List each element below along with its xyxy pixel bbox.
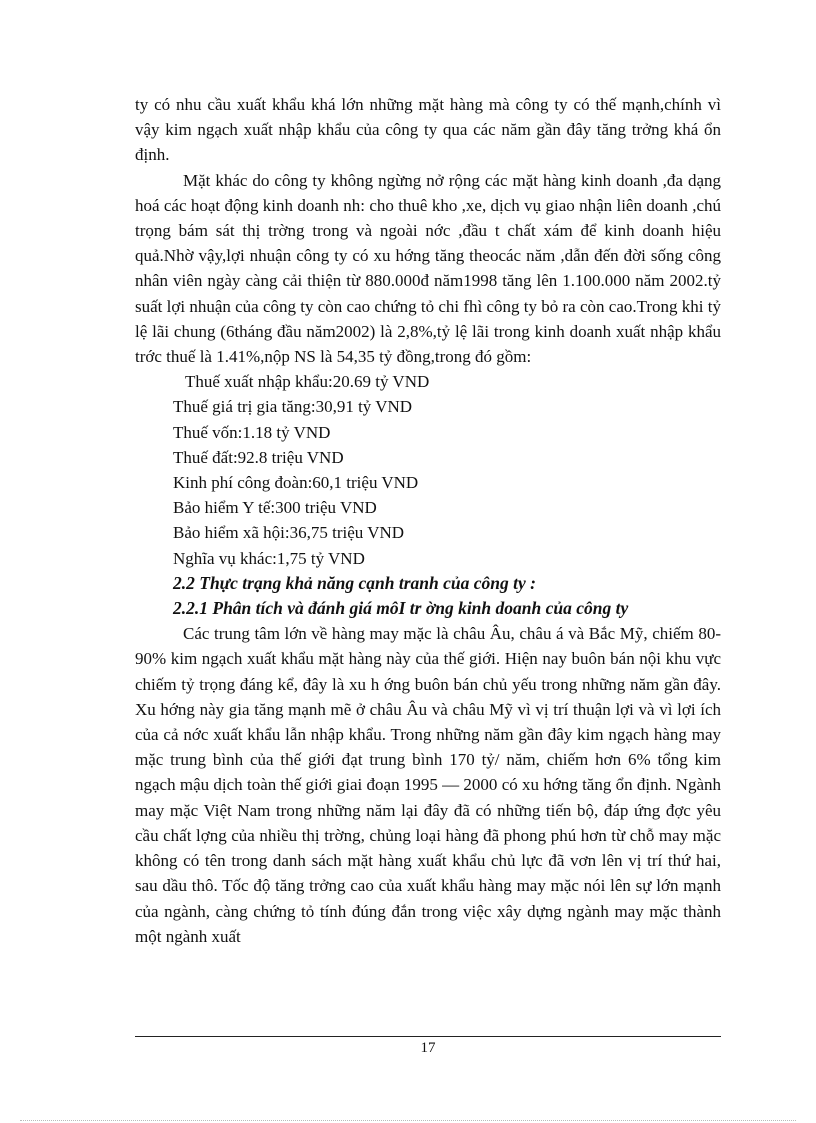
paragraph-garment-market: Các trung tâm lớn về hàng may mặc là châu Âu, châu á và Bắc Mỹ, chiếm 80-90% kim ngạch xuất khẩu mặt hàng này của thế giới. Hiện nay buôn bán nội khu vực chiếm tỷ trọng đáng kể, đây là xu h ớng buôn bán chủ yếu trong những năm gần đây. Xu hớng này gia tăng mạnh mẽ ở châu Âu và châu Mỹ vì vị trí thuận lợi và vì lợi ích của cả nớc xuất khẩu lẫn nhập khẩu. Trong những năm gần đây kim ngạch hàng may mặc trung bình của thế giới đạt trung bình 170 tỷ/ năm, chiếm hơn 6% tổng kim ngạch mậu dịch toàn thế giới giai đoạn 1995 — 2000 có xu hớng tăng ổn định. Ngành may mặc Việt Nam trong những năm lại đây đã có những tiến bộ, đáp ứng đợc yêu cầu chất lợng của nhiều thị trờng, chủng loại hàng đã phong phú hơn từ chỗ may mặc không có tên trong danh sách mặt hàng xuất khẩu chủ lực đã vơn lên vị trí thứ hai, sau dầu thô. Tốc độ tăng trởng cao của xuất khẩu hàng may mặc nói lên sự lớn mạnh của ngành, càng chứng tỏ tính đúng đắn trong việc xây dựng ngành may mặc thành một ngành xuất [135, 624, 721, 946]
tax-item: Thuế đất:92.8 triệu VND [173, 447, 344, 467]
page-body [135, 92, 721, 949]
page-edge-divider [20, 1120, 796, 1121]
subsection-heading: 2.2.1 Phân tích và đánh giá môI tr ờng kinh doanh của công ty [173, 598, 629, 619]
tax-item: Thuế giá trị gia tăng:30,91 tỷ VND [173, 397, 413, 417]
tax-item: Bảo hiểm Y tế:300 triệu VND [173, 498, 377, 518]
tax-item: Nghĩa vụ khác:1,75 tỷ VND [173, 548, 365, 568]
paragraph-profit: Mặt khác do công ty không ngừng nở rộng các mặt hàng kinh doanh ,đa dạng hoá các hoạt động kinh doanh nh: cho thuê kho ,xe, dịch vụ giao nhận liên doanh ,chú trọng bám sát thị trờng trong và ngoài nớc ,đầu t chất xám để kinh doanh hiệu quả.Nhờ vậy,lợi nhuận công ty có xu hớng tăng theocác năm ,dẫn đến đời sống công nhân viên ngày càng cải thiện từ 880.000đ năm1998 tăng lên 1.100.000 năm 2002.tỷ suất lợi nhuận của công ty còn cao chứng tỏ chi fhì công ty bỏ ra còn cao.Trong khi tỷ lệ lãi chung (6tháng đầu năm2002) là 2,8%,tỷ lệ lãi trong kinh doanh xuất nhập khẩu trớc thuế là 1.41%,nộp NS là 54,35 tỷ đồng,trong đó gồm: [135, 170, 722, 367]
page-number: 17 [420, 1040, 436, 1056]
footer-divider [135, 1036, 721, 1037]
tax-item: Bảo hiểm xã hội:36,75 triệu VND [173, 523, 405, 543]
paragraph-continuation: ty có nhu cầu xuất khẩu khá lớn những mặt hàng mà công ty có thế mạnh,chính vì vậy kim ngạch xuất nhập khẩu của công ty qua các năm gần đây tăng trởng khá ổn định. [135, 95, 721, 165]
tax-item: Kinh phí công đoàn:60,1 triệu VND [173, 473, 419, 493]
section-heading: 2.2 Thực trạng khả năng cạnh tranh của công ty : [173, 572, 536, 593]
tax-item: Thuế vốn:1.18 tỷ VND [173, 422, 331, 442]
tax-item: Thuế xuất nhập khẩu:20.69 tỷ VND [185, 372, 430, 392]
